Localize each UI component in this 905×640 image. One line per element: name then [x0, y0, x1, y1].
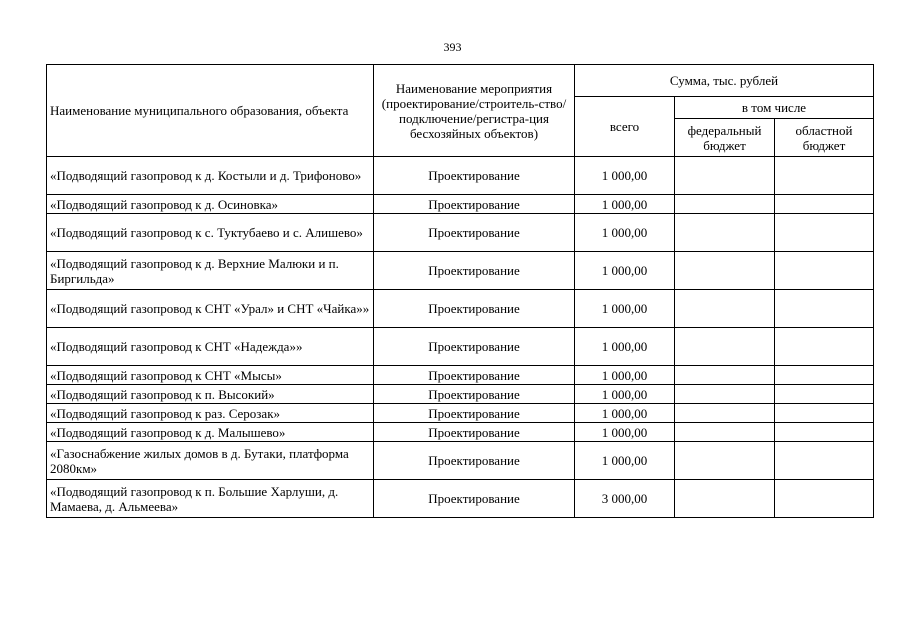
- object-name-cell: «Подводящий газопровод к п. Большие Харлуши, д. Мамаева, д. Альмеева»: [47, 480, 374, 518]
- total-amount-cell: 1 000,00: [575, 366, 675, 385]
- federal-budget-cell: [675, 195, 775, 214]
- federal-budget-cell: [675, 252, 775, 290]
- object-name-cell: «Подводящий газопровод к д. Осиновка»: [47, 195, 374, 214]
- action-cell: Проектирование: [374, 328, 575, 366]
- table-row: [47, 195, 874, 214]
- regional-budget-cell: [775, 214, 874, 252]
- regional-budget-cell: [775, 157, 874, 195]
- table-row: [47, 423, 874, 442]
- federal-budget-cell: [675, 480, 775, 518]
- object-name-cell: «Подводящий газопровод к д. Верхние Малюки и п. Биргильда»: [47, 252, 374, 290]
- table-row: [47, 442, 874, 480]
- total-amount-cell: 1 000,00: [575, 290, 675, 328]
- header-total: всего: [575, 97, 675, 157]
- table-row: [47, 385, 874, 404]
- regional-budget-cell: [775, 290, 874, 328]
- action-cell: Проектирование: [374, 290, 575, 328]
- regional-budget-cell: [775, 423, 874, 442]
- action-cell: Проектирование: [374, 442, 575, 480]
- header-including: в том числе: [675, 97, 874, 119]
- header-federal: федеральный бюджет: [675, 119, 775, 157]
- action-cell: Проектирование: [374, 480, 575, 518]
- header-action: Наименование мероприятия (проектирование/строитель-ство/подключение/регистра-ция бесхозяйных объектов): [374, 65, 575, 157]
- total-amount-cell: 1 000,00: [575, 442, 675, 480]
- table-row: [47, 214, 874, 252]
- action-cell: Проектирование: [374, 195, 575, 214]
- federal-budget-cell: [675, 214, 775, 252]
- object-name-cell: «Подводящий газопровод к п. Высокий»: [47, 385, 374, 404]
- action-cell: Проектирование: [374, 404, 575, 423]
- action-cell: Проектирование: [374, 423, 575, 442]
- total-amount-cell: 3 000,00: [575, 480, 675, 518]
- header-sum: Сумма, тыс. рублей: [575, 65, 874, 97]
- action-cell: Проектирование: [374, 385, 575, 404]
- table-row: [47, 157, 874, 195]
- object-name-cell: «Подводящий газопровод к СНТ «Мысы»: [47, 366, 374, 385]
- action-cell: Проектирование: [374, 157, 575, 195]
- table-row: [47, 290, 874, 328]
- object-name-cell: «Подводящий газопровод к д. Костыли и д. Трифоново»: [47, 157, 374, 195]
- regional-budget-cell: [775, 366, 874, 385]
- table-row: [47, 252, 874, 290]
- regional-budget-cell: [775, 442, 874, 480]
- federal-budget-cell: [675, 157, 775, 195]
- total-amount-cell: 1 000,00: [575, 385, 675, 404]
- total-amount-cell: 1 000,00: [575, 195, 675, 214]
- federal-budget-cell: [675, 404, 775, 423]
- total-amount-cell: 1 000,00: [575, 157, 675, 195]
- federal-budget-cell: [675, 366, 775, 385]
- federal-budget-cell: [675, 423, 775, 442]
- federal-budget-cell: [675, 290, 775, 328]
- total-amount-cell: 1 000,00: [575, 404, 675, 423]
- table-row: [47, 404, 874, 423]
- table-row: [47, 480, 874, 518]
- federal-budget-cell: [675, 385, 775, 404]
- federal-budget-cell: [675, 328, 775, 366]
- regional-budget-cell: [775, 328, 874, 366]
- table-row: [47, 366, 874, 385]
- object-name-cell: «Подводящий газопровод к раз. Серозак»: [47, 404, 374, 423]
- regional-budget-cell: [775, 404, 874, 423]
- federal-budget-cell: [675, 442, 775, 480]
- object-name-cell: «Подводящий газопровод к д. Малышево»: [47, 423, 374, 442]
- regional-budget-cell: [775, 480, 874, 518]
- regional-budget-cell: [775, 195, 874, 214]
- action-cell: Проектирование: [374, 252, 575, 290]
- header-name: Наименование муниципального образования, объекта: [47, 65, 374, 157]
- action-cell: Проектирование: [374, 366, 575, 385]
- page-number: 393: [443, 40, 462, 54]
- regional-budget-cell: [775, 252, 874, 290]
- object-name-cell: «Подводящий газопровод к СНТ «Надежда»»: [47, 328, 374, 366]
- total-amount-cell: 1 000,00: [575, 328, 675, 366]
- object-name-cell: «Подводящий газопровод к с. Туктубаево и с. Алишево»: [47, 214, 374, 252]
- total-amount-cell: 1 000,00: [575, 423, 675, 442]
- regional-budget-cell: [775, 385, 874, 404]
- header-regional: областной бюджет: [775, 119, 874, 157]
- table-row: [47, 328, 874, 366]
- action-cell: Проектирование: [374, 214, 575, 252]
- object-name-cell: «Газоснабжение жилых домов в д. Бутаки, платформа 2080км»: [47, 442, 374, 480]
- total-amount-cell: 1 000,00: [575, 252, 675, 290]
- object-name-cell: «Подводящий газопровод к СНТ «Урал» и СНТ «Чайка»»: [47, 290, 374, 328]
- budget-table: [46, 64, 874, 518]
- total-amount-cell: 1 000,00: [575, 214, 675, 252]
